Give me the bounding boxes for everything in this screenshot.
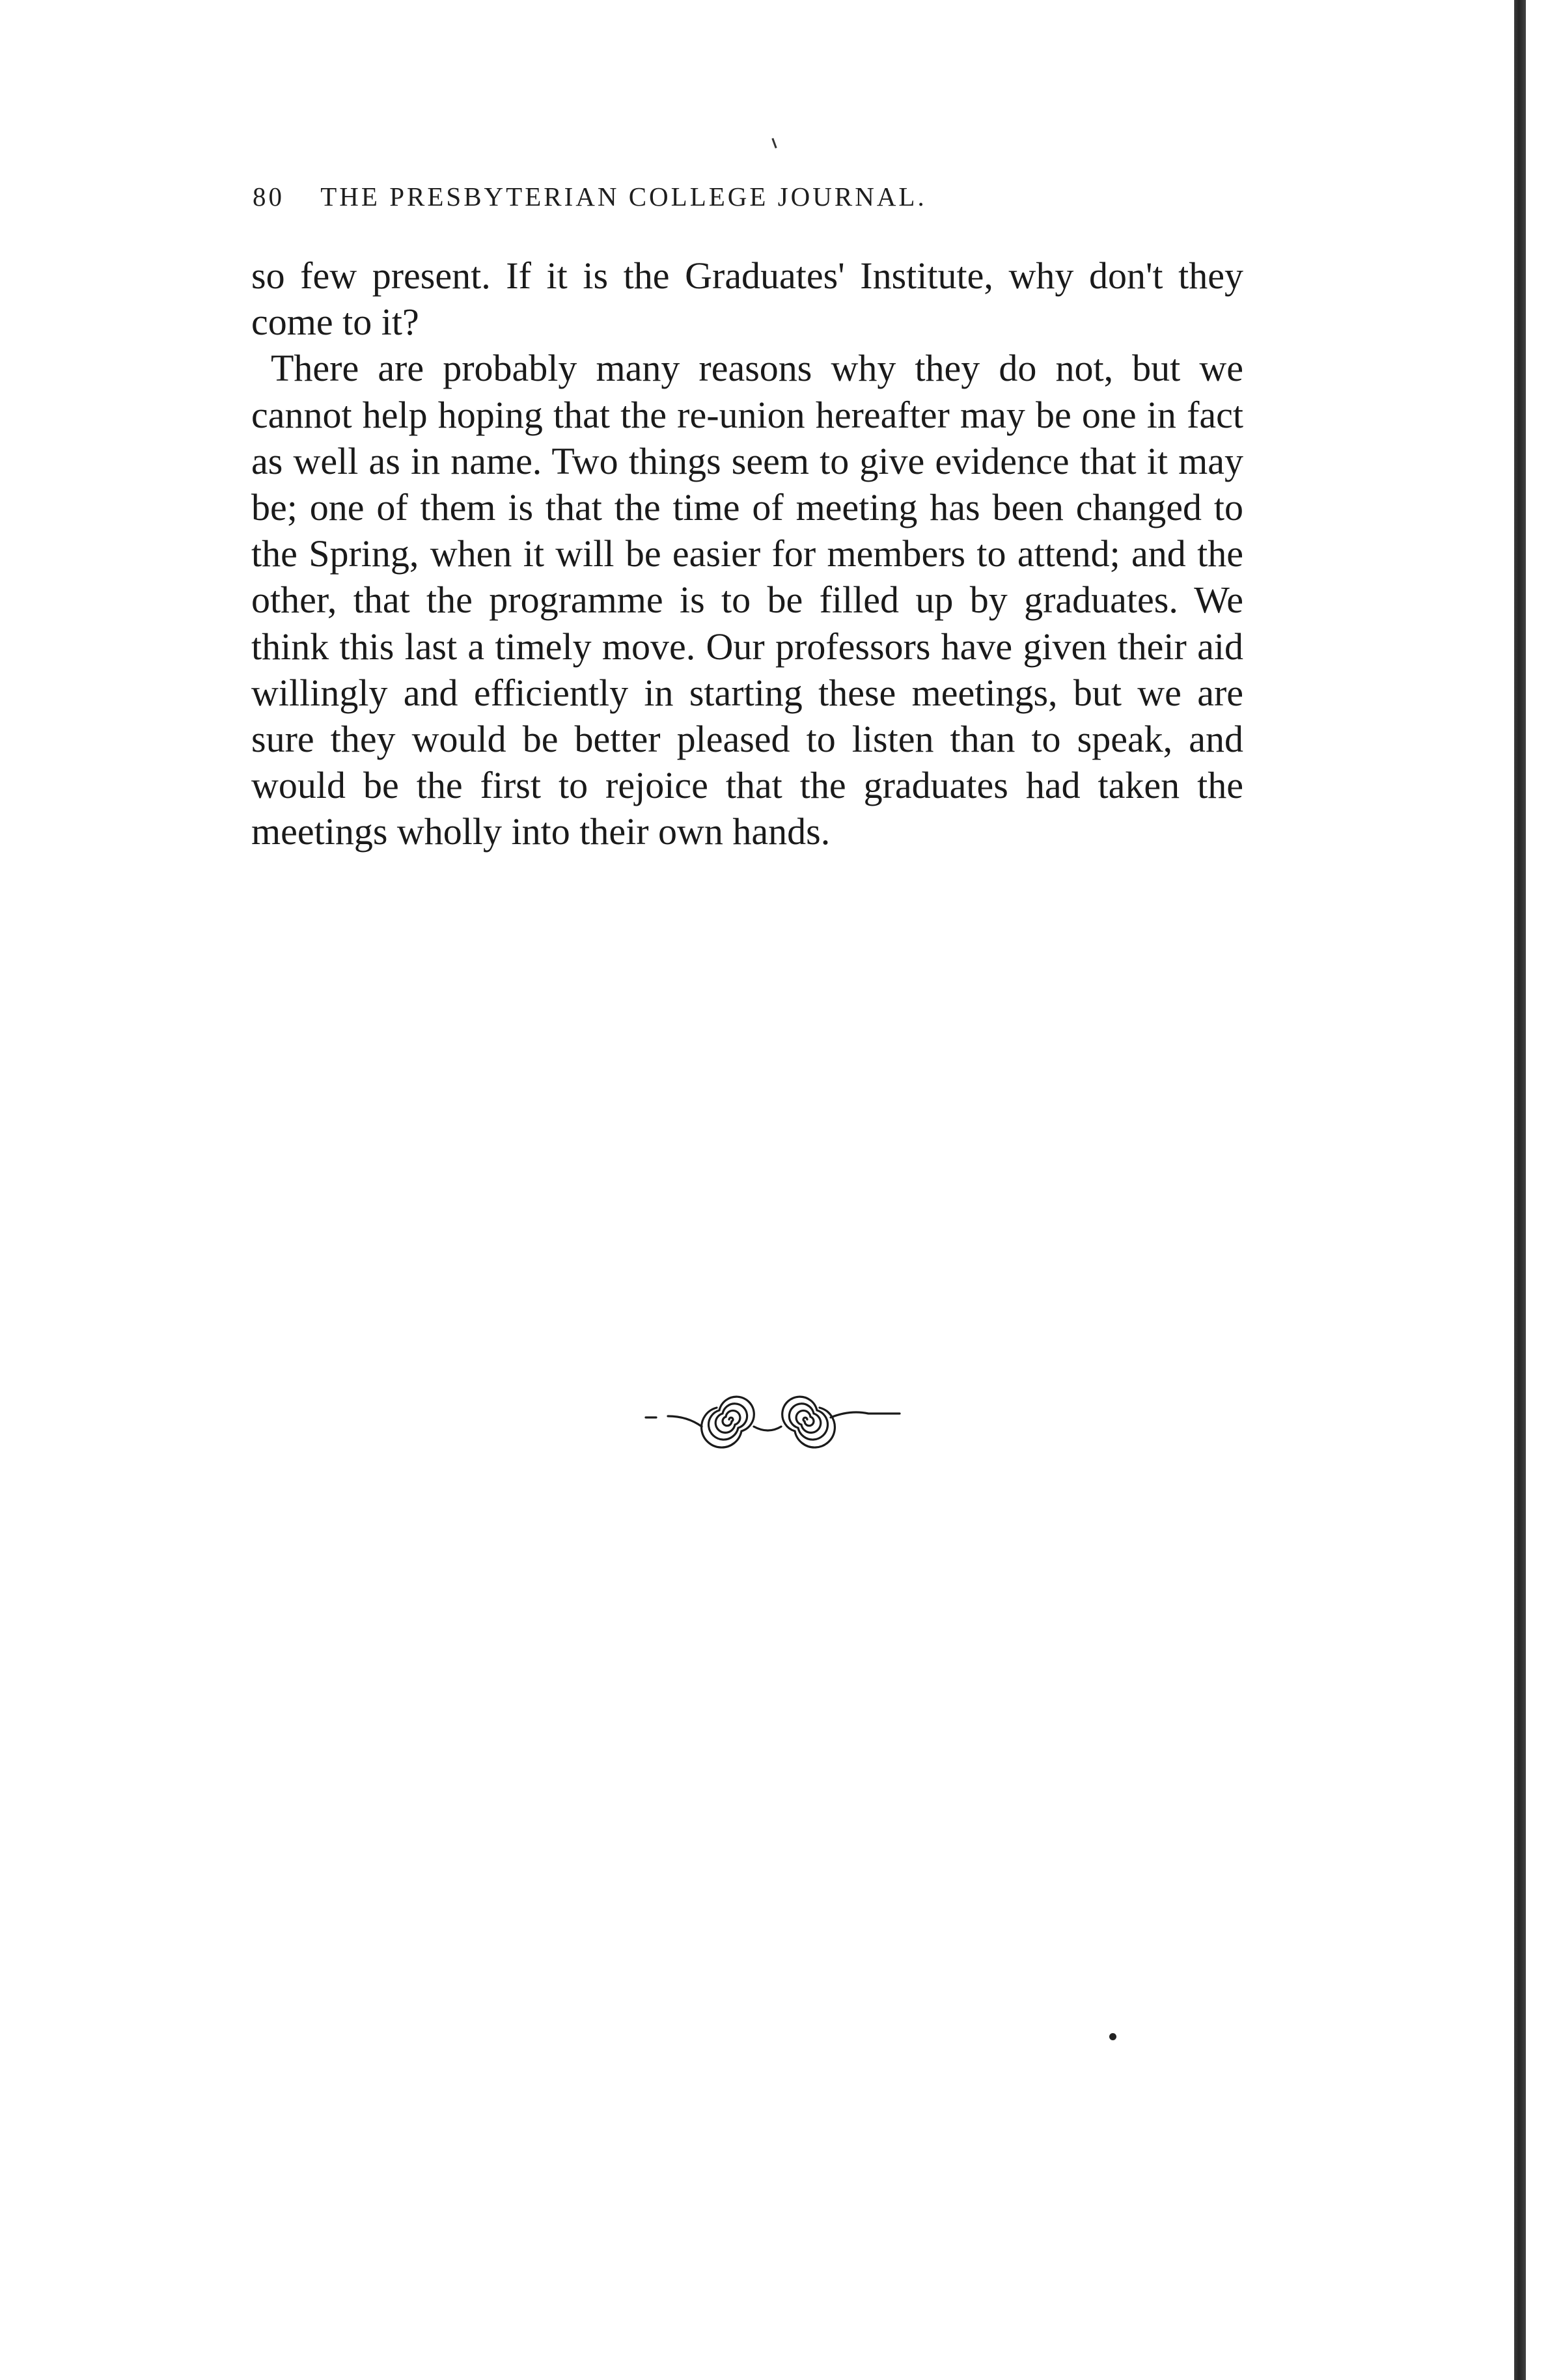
double-spiral-ornament-icon (642, 1384, 902, 1455)
page-header (253, 181, 1125, 212)
print-mark (771, 138, 777, 148)
page-edge-rule (1514, 0, 1526, 2380)
page-number: 80 (253, 182, 284, 212)
running-head: THE PRESBYTERIAN COLLEGE JOURNAL. (320, 182, 927, 212)
paragraph: There are probably many reasons why they do not, but we cannot help hoping that the re-union hereafter may be one in fact as well as in name. Two things seem to give evidence that it may be; one of them is that the time of meeting has been changed to the Spring, when it will be easier for members to attend; and the other, that the programme is to be filled up by graduates. We think this last a timely move. Our professors have given their aid willingly and efficiently in starting these meetings, but we are sure they would be better pleased to listen than to speak, and would be the first to rejoice that the graduates had taken the meetings wholly into their own hands. (251, 347, 1243, 853)
article-body (251, 253, 1243, 855)
stray-mark (1109, 2033, 1116, 2040)
paragraph-continued: so few present. If it is the Graduates' Institute, why don't they come to it? (251, 254, 1243, 344)
